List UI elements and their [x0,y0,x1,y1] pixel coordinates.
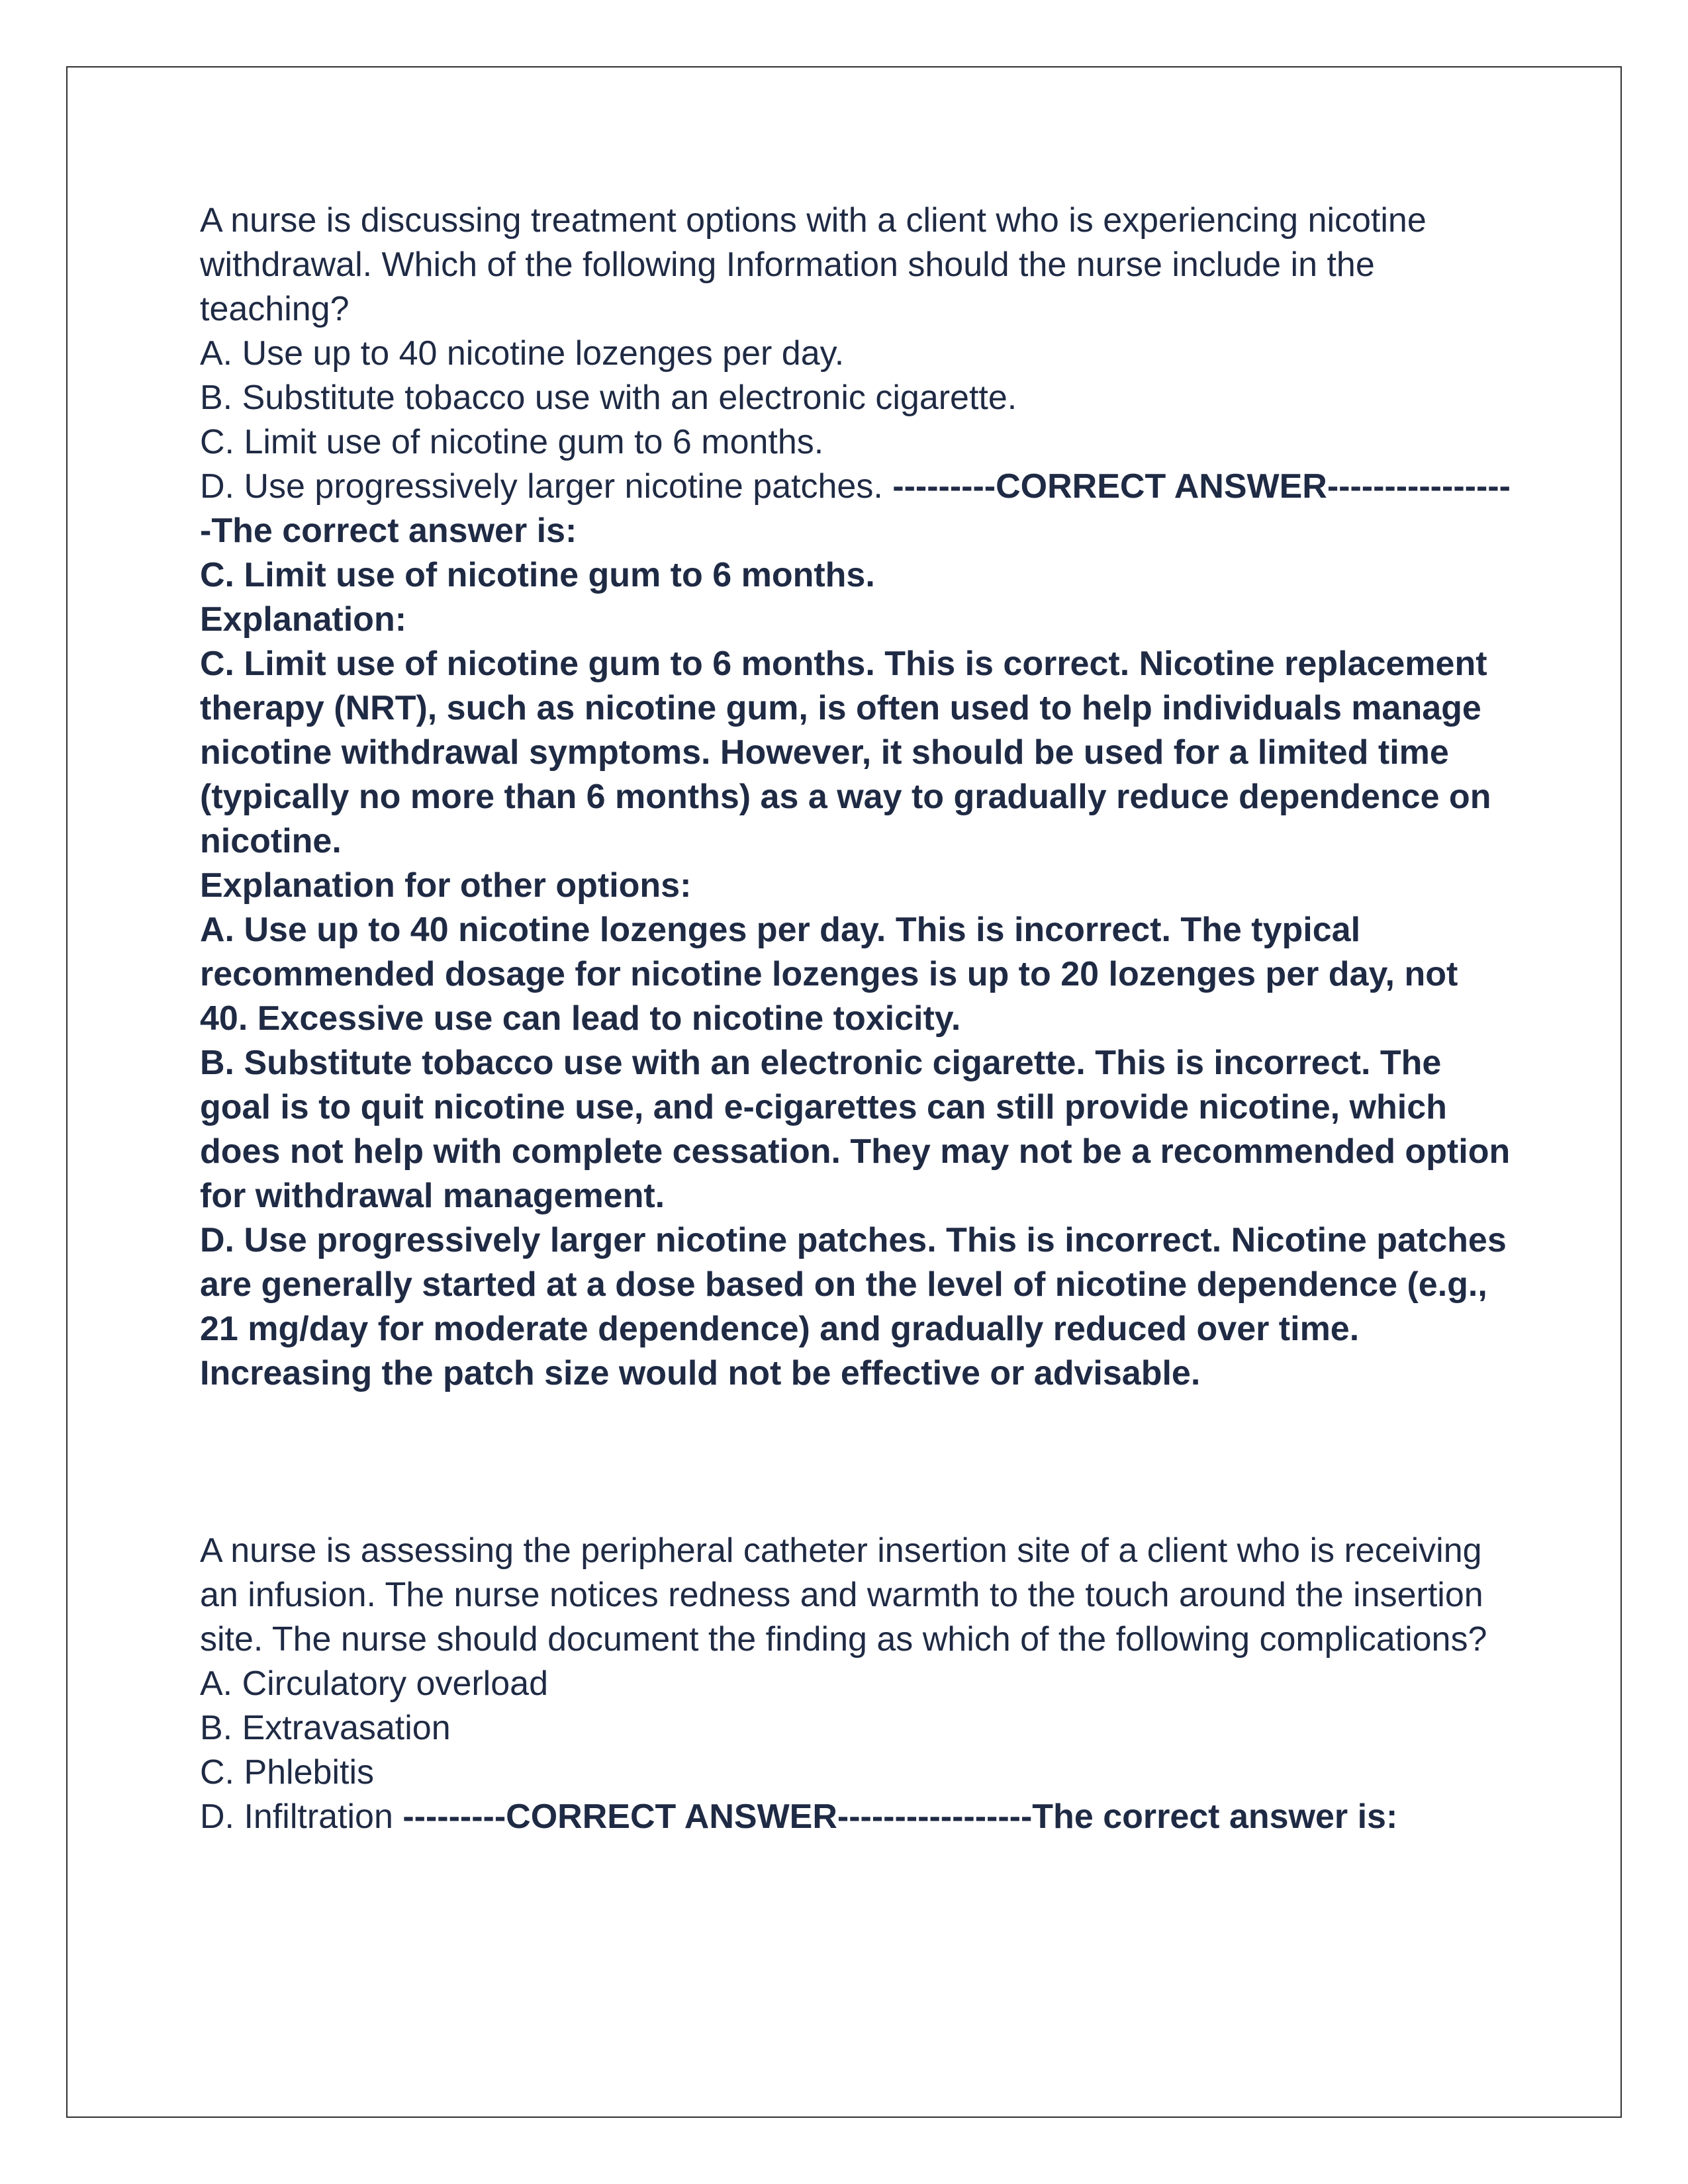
question-2-option-d-line [200,1795,1511,1839]
question-1-option-d: D. Use progressively larger nicotine patches. [200,467,883,506]
question-1-explanation-heading: Explanation: [200,600,407,639]
question-2-option-d: D. Infiltration [200,1797,393,1836]
question-1-answer: C. Limit use of nicotine gum to 6 months. [200,556,875,594]
question-2 [200,1529,1511,1839]
document-content [200,199,1511,1839]
question-2-option-c: C. Phlebitis [200,1753,374,1792]
question-1-correct-answer-marker: ---------CORRECT ANSWER-----------------The correct answer is: [200,467,1511,550]
question-1 [200,199,1511,1396]
question-1-explanation: C. Limit use of nicotine gum to 6 months. This is correct. Nicotine replacement therapy (NRT), such as nicotine gum, is often used to help individuals manage nicotine withdrawal symptoms. However, it should be used for a limited time (typically no more than 6 months) as a way to gradually reduce dependence on nicotine. [200,645,1491,860]
question-1-option-d-line [200,465,1511,553]
question-1-option-c: C. Limit use of nicotine gum to 6 months. [200,423,824,461]
question-1-other-explanation-d: D. Use progressively larger nicotine patches. This is incorrect. Nicotine patches are generally started at a dose based on the level of nicotine dependence (e.g., 21 mg/day for moderate dependence) and gradually reduced over time. Increasing the patch size would not be effective or advisable. [200,1221,1507,1392]
question-2-option-a: A. Circulatory overload [200,1664,548,1703]
question-1-other-explanation-b: B. Substitute tobacco use with an electronic cigarette. This is incorrect. The goal is to quit nicotine use, and e-cigarettes can still provide nicotine, which does not help with complete cessation. They may not be a recommended option for withdrawal management. [200,1044,1511,1215]
question-1-option-b: B. Substitute tobacco use with an electronic cigarette. [200,379,1017,417]
question-2-option-b: B. Extravasation [200,1709,451,1747]
question-spacer [200,1396,1511,1529]
question-2-correct-answer-marker: ---------CORRECT ANSWER-----------------The correct answer is: [393,1797,1398,1836]
question-1-stem: A nurse is discussing treatment options with a client who is experiencing nicotine withdrawal. Which of the following Information should the nurse include in the teaching? [200,201,1427,328]
question-1-other-options-heading: Explanation for other options: [200,866,692,905]
question-1-option-a: A. Use up to 40 nicotine lozenges per day. [200,334,845,373]
question-2-stem: A nurse is assessing the peripheral catheter insertion site of a client who is receiving an infusion. The nurse notices redness and warmth to the touch around the insertion site. The nurse should document the finding as which of the following complications? [200,1531,1487,1659]
question-1-other-explanation-a: A. Use up to 40 nicotine lozenges per day. This is incorrect. The typical recommended dosage for nicotine lozenges is up to 20 lozenges per day, not 40. Excessive use can lead to nicotine toxicity. [200,911,1458,1038]
